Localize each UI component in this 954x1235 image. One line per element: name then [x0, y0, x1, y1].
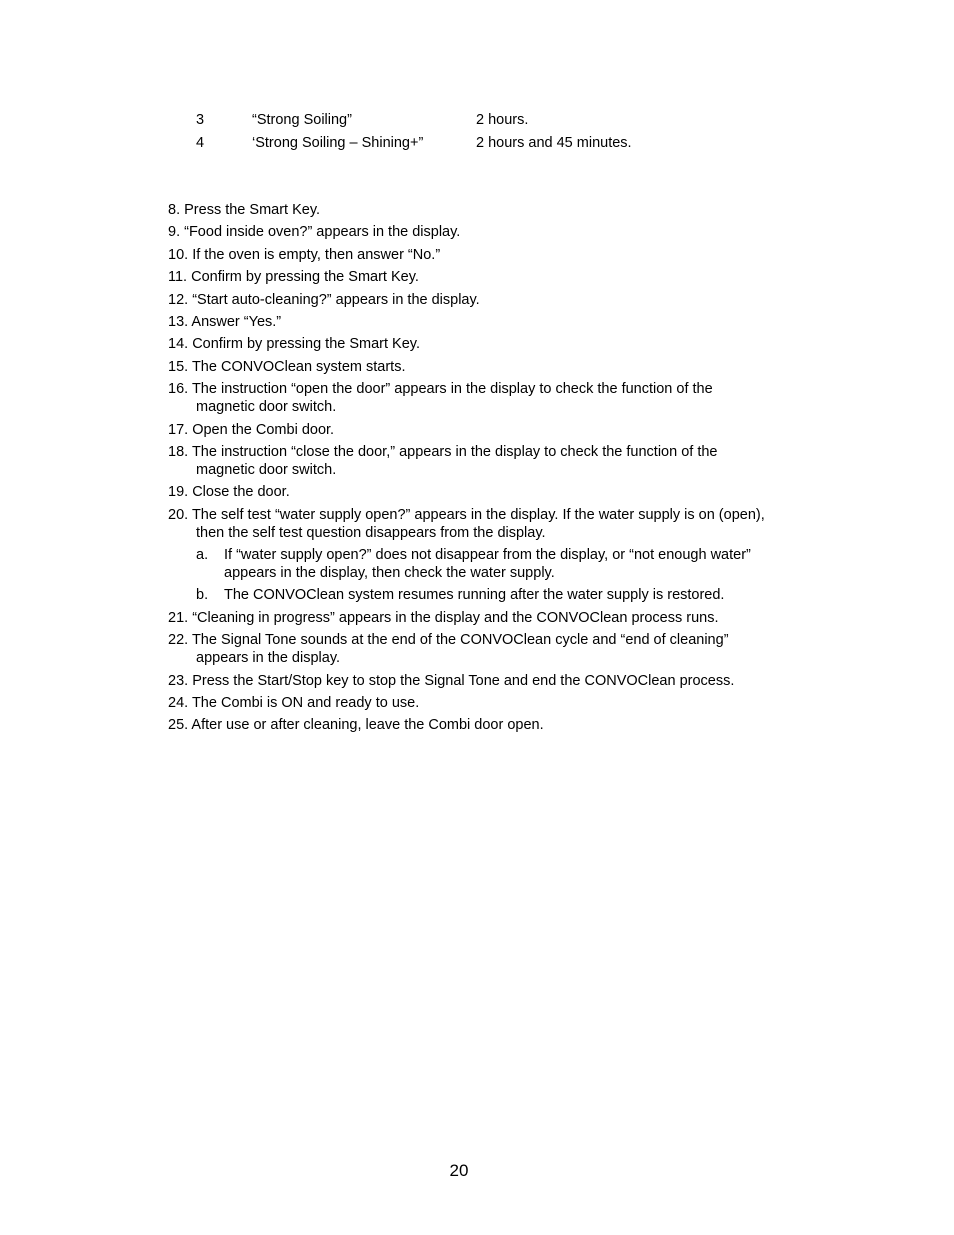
step-number: 24. [168, 695, 189, 712]
step-text: “Cleaning in progress” appears in the display and the CONVOClean process runs. [192, 609, 719, 626]
step-line [168, 246, 828, 264]
procedure-steps-list [168, 201, 828, 739]
sub-steps-list [168, 546, 828, 604]
step-text: The self test “water supply open?” appears in the display. If the water supply is on (open), [191, 506, 765, 523]
step-number: 17. [168, 421, 189, 438]
sub-step-text: The CONVOClean system resumes running after the water supply is restored. [224, 587, 725, 604]
step-line [168, 223, 828, 241]
step-number: 19. [168, 484, 189, 501]
step-line [168, 716, 828, 734]
step-text: Confirm by pressing the Smart Key. [192, 336, 420, 353]
level-name: “Strong Soiling” [252, 112, 352, 128]
step-number: 20. [168, 506, 189, 523]
step-number: 23. [168, 672, 189, 689]
step-number: 13. [168, 313, 189, 330]
step-text: Answer “Yes.” [191, 313, 282, 330]
sub-step [196, 546, 828, 582]
level-number: 4 [196, 135, 205, 151]
step-number: 9. [168, 224, 181, 241]
step-number: 12. [168, 291, 189, 308]
step-line [168, 421, 828, 439]
procedure-step [168, 716, 828, 734]
step-number: 18. [168, 443, 189, 460]
step-text: “Food inside oven?” appears in the display. [184, 224, 461, 241]
procedure-step [168, 631, 828, 667]
step-line [168, 506, 828, 524]
sub-step-text: If “water supply open?” does not disappear from the display, or “not enough water” [224, 547, 751, 564]
step-text-continued: appears in the display. [196, 650, 341, 667]
step-number: 22. [168, 632, 189, 649]
step-text: The instruction “close the door,” appears in the display to check the function of the [191, 443, 718, 460]
level-number: 3 [196, 112, 205, 128]
step-text-continued: magnetic door switch. [196, 399, 337, 416]
step-number: 21. [168, 609, 189, 626]
step-number: 25. [168, 717, 189, 734]
step-text: “Start auto-cleaning?” appears in the display. [192, 291, 480, 308]
step-line [168, 483, 828, 501]
step-number: 11. [168, 269, 188, 286]
step-text: Press the Start/Stop key to stop the Signal Tone and end the CONVOClean process. [192, 672, 735, 689]
step-line [168, 631, 828, 649]
level-duration: 2 hours and 45 minutes. [476, 135, 632, 151]
step-text-continued: then the self test question disappears from the display. [196, 524, 546, 541]
step-text: If the oven is empty, then answer “No.” [192, 246, 441, 263]
page-number: 20 [449, 1161, 469, 1180]
procedure-step [168, 380, 828, 416]
step-text: The instruction “open the door” appears in the display to check the function of the [191, 381, 713, 398]
step-number: 15. [168, 358, 189, 375]
procedure-step [168, 672, 828, 690]
procedure-step [168, 609, 828, 627]
procedure-step [168, 291, 828, 309]
procedure-step [168, 694, 828, 712]
step-line [168, 380, 828, 398]
step-number: 8. [168, 202, 181, 218]
procedure-step [168, 421, 828, 439]
step-line [168, 443, 828, 461]
procedure-step [168, 358, 828, 376]
step-number: 10. [168, 246, 189, 263]
step-line [168, 313, 828, 331]
step-line [168, 694, 828, 712]
step-text-continued: magnetic door switch. [196, 461, 337, 478]
step-text: The Signal Tone sounds at the end of the CONVOClean cycle and “end of cleaning” [191, 632, 729, 649]
procedure-step [168, 223, 828, 241]
sub-step-letter: a. [196, 547, 209, 564]
step-text: Press the Smart Key. [184, 202, 321, 218]
step-line [168, 201, 828, 219]
procedure-step [168, 483, 828, 501]
sub-step-text-continued: appears in the display, then check the water supply. [224, 565, 555, 582]
step-line [168, 268, 828, 286]
step-line [168, 335, 828, 353]
step-number: 16. [168, 381, 189, 398]
level-name: ‘Strong Soiling – Shining+” [252, 135, 424, 151]
step-number: 14. [168, 336, 189, 353]
step-text: The Combi is ON and ready to use. [191, 695, 420, 712]
procedure-step [168, 313, 828, 331]
step-line [168, 291, 828, 309]
step-line [168, 609, 828, 627]
procedure-step [168, 201, 828, 219]
procedure-step [168, 246, 828, 264]
step-line [168, 358, 828, 376]
step-text: Confirm by pressing the Smart Key. [191, 269, 419, 286]
procedure-step [168, 506, 828, 605]
level-duration: 2 hours. [476, 112, 529, 128]
procedure-step [168, 268, 828, 286]
step-text: Open the Combi door. [192, 421, 335, 438]
procedure-step [168, 443, 828, 479]
step-text: Close the door. [192, 484, 290, 501]
procedure-step [168, 335, 828, 353]
step-text: After use or after cleaning, leave the Combi door open. [191, 717, 544, 734]
step-text: The CONVOClean system starts. [191, 358, 406, 375]
sub-step-letter: b. [196, 587, 209, 604]
sub-step [196, 586, 828, 604]
step-line [168, 672, 828, 690]
